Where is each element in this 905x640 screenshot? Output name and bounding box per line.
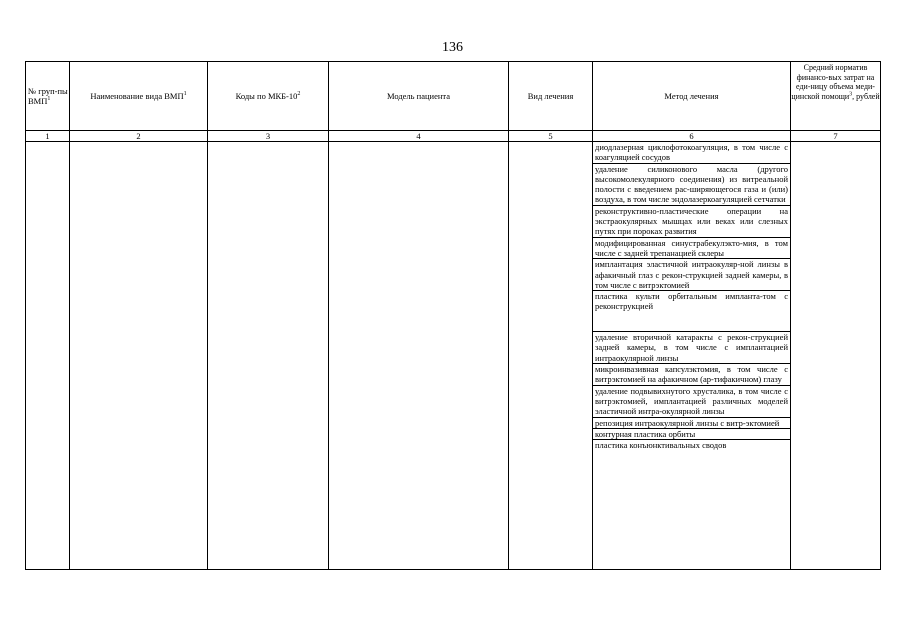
page-number: 136 (442, 40, 463, 55)
column-number: 6 (593, 131, 791, 142)
list-item: реконструктивно-пластические операции на экстраокулярных мышцах или веках или слезных путях при пороках развития (595, 205, 788, 237)
list-item: модифицированная синустрабекулэкто-мия, в том числе с задней трепанацией склеры (595, 237, 788, 258)
list-item: микроинвазивная капсулэктомия, в том числе с витрэктомией на афакичном (ар-тифакичном) глазу (595, 364, 788, 385)
cell-icd-codes (208, 142, 329, 570)
column-number: 4 (329, 131, 509, 142)
header-row (26, 62, 881, 131)
vmp-table (25, 61, 881, 570)
cell-treatment-methods (593, 142, 791, 570)
table-row (26, 142, 881, 570)
method-list (593, 142, 790, 450)
list-item: репозиция интраокулярной линзы с витр-эктомией (593, 418, 790, 429)
header-cost-standard: Средний норматив финансо-вых затрат на еди-ницу объема меди-цинской помощи$^3$, рублей (791, 62, 881, 131)
cell-cost-standard (791, 142, 881, 570)
column-number: 1 (26, 131, 70, 142)
column-number: 5 (509, 131, 593, 142)
header-vmp-name: Наименование вида ВМП$^1$ (70, 62, 208, 131)
column-number: 7 (791, 131, 881, 142)
list-item: пластика конъюнктивальных сводов (595, 440, 727, 451)
header-group-number: № груп-пы ВМП$^1$ (26, 62, 70, 131)
column-number: 2 (70, 131, 208, 142)
list-item: удаление вторичной катаракты с рекон-струкцией задней камеры, в том числе с имплантацией интраокулярной линзы (595, 332, 788, 363)
list-item: контурная пластика орбиты (593, 429, 790, 440)
header-treatment-type: Вид лечения (509, 62, 593, 131)
list-item: пластика культи орбитальным импланта-том с реконструкцией (593, 291, 790, 332)
list-item: удаление силиконового масла (другого высокомолекулярного соединения) из витреальной полости с введением рас-ширяющегося газа и (или) воздуха, в том числе эндолазеркоагуляцией сетчатки (595, 163, 788, 205)
column-number-row (26, 131, 881, 142)
cell-patient-model (329, 142, 509, 570)
list-item: удаление подвывихнутого хрусталика, в том числе с витрэктомией, имплантацией различных моделей эластичной интра-окулярной линзы (595, 385, 788, 417)
cell-group-number (26, 142, 70, 570)
list-item: диодлазерная циклофотокоагуляция, в том числе с коагуляцией сосудов (595, 142, 788, 163)
cell-treatment-type (509, 142, 593, 570)
header-treatment-method: Метод лечения (593, 62, 791, 131)
header-patient-model: Модель пациента (329, 62, 509, 131)
list-item: имплантация эластичной интраокуляр-ной линзы в афакичный глаз с рекон-струкцией задней камеры, в том числе с витрэктомией (595, 259, 788, 290)
header-icd-codes: Коды по МКБ-$10^2$ (208, 62, 329, 131)
cell-vmp-name (70, 142, 208, 570)
column-number: 3 (208, 131, 329, 142)
